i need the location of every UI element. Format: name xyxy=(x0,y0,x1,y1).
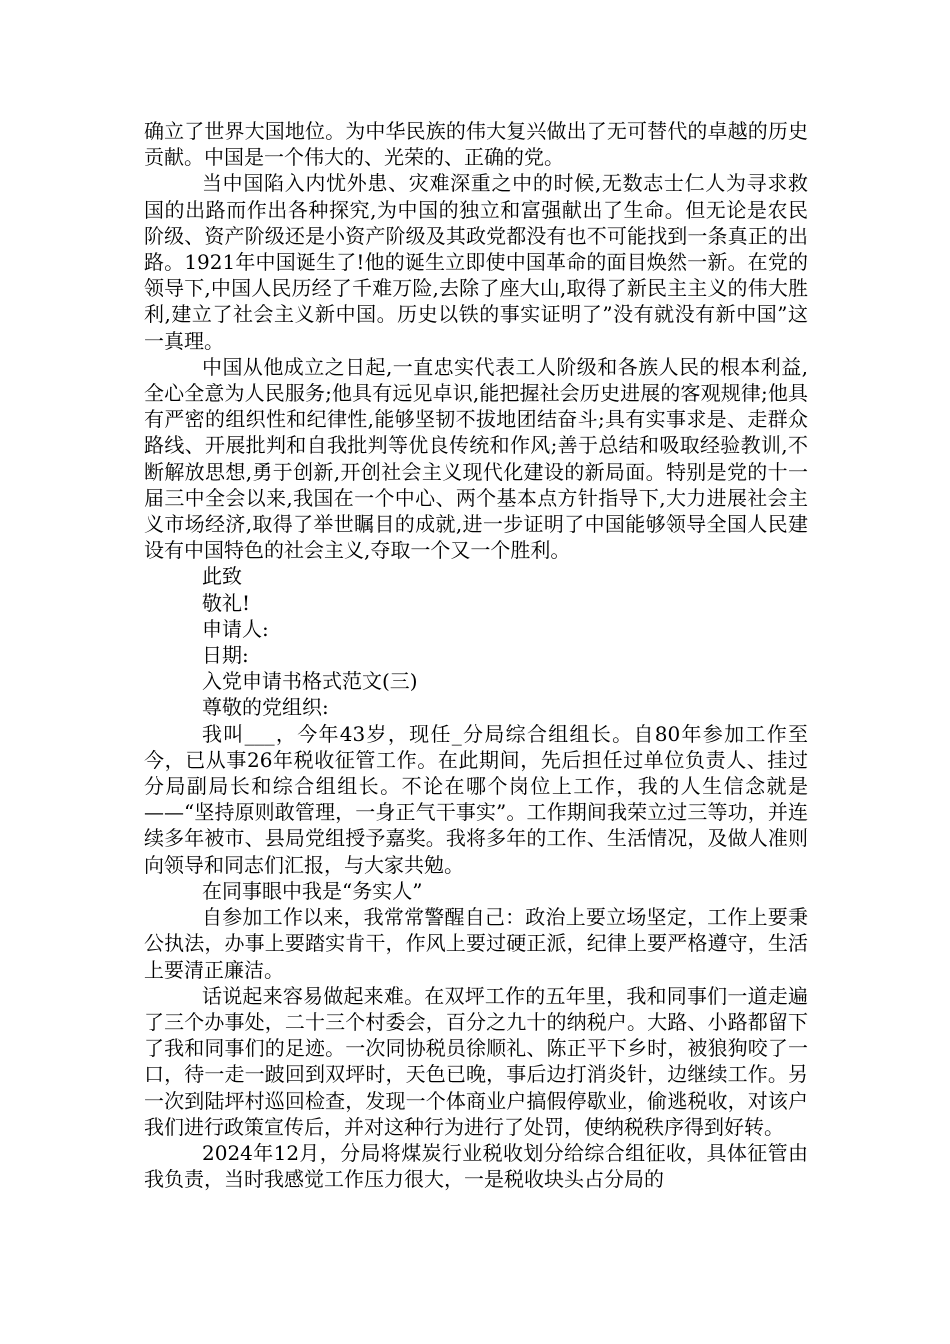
salutation: 尊敬的党组织: xyxy=(202,695,329,720)
section-title: 入党申请书格式范文(三) xyxy=(202,669,418,694)
closing-regards: 敬礼! xyxy=(202,590,251,615)
paragraph: 自参加工作以来，我常常警醒自己：政治上要立场坚定，工作上要秉公执法，办事上要踏实肯干，作风上要过硬正派，纪律上要严格遵守，生活上要清正廉洁。 xyxy=(144,905,808,982)
paragraph: 确立了世界大国地位。为中华民族的伟大复兴做出了无可替代的卓越的历史贡献。中国是一个伟大的、光荣的、正确的党。 xyxy=(144,119,808,170)
paragraph: 当中国陷入内忧外患、灾难深重之中的时候,无数志士仁人为寻求救国的出路而作出各种探究,为中国的独立和富强献出了生命。但无论是农民阶级、资产阶级还是小资产阶级及其政党都没有也不可能找到一条真正的出路。1921年中国诞生了!他的诞生立即使中国革命的面目焕然一新。在党的领导下,中国人民历经了千难万险,去除了座大山,取得了新民主主义的伟大胜利,建立了社会主义新中国。历史以铁的事实证明了”没有就没有新中国”这一真理。 xyxy=(144,171,808,353)
closing-salutation: 此致 xyxy=(202,564,242,589)
subheading: 在同事眼中我是“务实人” xyxy=(202,878,423,903)
paragraph: 我叫___，今年43岁，现任_分局综合组组长。自80年参加工作至今，已从事26年税收征管工作。在此期间，先后担任过单位负责人、挂过分局副局长和综合组组长。不论在哪个岗位上工作，我的人生信念就是——“坚持原则敢管理，一身正气干事实”。工作期间我荣立过三等功，并连续多年被市、县局党组授予嘉奖。我将多年的工作、生活情况，及做人准则向领导和同志们汇报，与大家共勉。 xyxy=(144,721,808,877)
applicant-label: 申请人: xyxy=(202,616,269,641)
paragraph: 话说起来容易做起来难。在双坪工作的五年里，我和同事们一道走遍了三个办事处，二十三个村委会，百分之九十的纳税户。大路、小路都留下了我和同事们的足迹。一次同协税员徐顺礼、陈正平下乡时，被狼狗咬了一口，待一走一跛回到双坪时，天色已晚，事后边打消炎针，边继续工作。另一次到陆坪村巡回检查，发现一个体商业户搞假停歇业，偷逃税收，对该户我们进行政策宣传后，并对这种行为进行了处罚，使纳税秩序得到好转。 xyxy=(144,983,808,1139)
document-body xyxy=(144,118,808,1192)
date-label: 日期: xyxy=(202,643,249,668)
paragraph: 2024年12月，分局将煤炭行业税收划分给综合组征收，具体征管由我负责，当时我感觉工作压力很大，一是税收块头占分局的 xyxy=(144,1140,808,1192)
paragraph: 中国从他成立之日起,一直忠实代表工人阶级和各族人民的根本利益,全心全意为人民服务;他具有远见卓识,能把握社会历史进展的客观规律;他具有严密的组织性和纪律性,能够坚韧不拔地团结奋斗;具有实事求是、走群众路线、开展批判和自我批判等优良传统和作风;善于总结和吸取经验教训,不断解放思想,勇于创新,开创社会主义现代化建设的新局面。特别是党的十一届三中全会以来,我国在一个中心、两个基本点方针指导下,大力进展社会主义市场经济,取得了举世瞩目的成就,进一步证明了中国能够领导全国人民建设有中国特色的社会主义,夺取一个又一个胜利。 xyxy=(144,354,808,563)
